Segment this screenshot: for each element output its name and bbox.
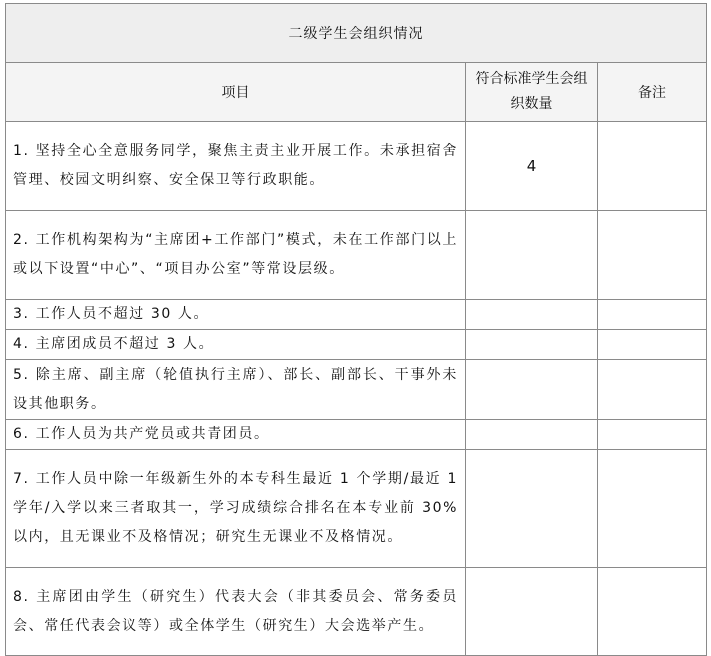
row-count xyxy=(466,420,598,450)
table-row xyxy=(6,211,707,300)
table-row xyxy=(6,568,707,656)
row-count xyxy=(466,330,598,360)
row-item: 8. 主席团由学生（研究生）代表大会（非其委员会、常务委员会、常任代表会议等）或全体学生（研究生）大会选举产生。 xyxy=(6,568,466,656)
table-row xyxy=(6,330,707,360)
row-item: 7. 工作人员中除一年级新生外的本专科生最近 1 个学期/最近 1 学年/入学以来三者取其一，学习成绩综合排名在本专业前 30%以内，且无课业不及格情况；研究生无课业不及格情况。 xyxy=(6,450,466,568)
row-count xyxy=(466,568,598,656)
row-count xyxy=(466,450,598,568)
row-remark xyxy=(598,300,707,330)
student-union-table xyxy=(5,3,707,656)
table-row xyxy=(6,360,707,420)
row-item: 2. 工作机构架构为“主席团+工作部门”模式，未在工作部门以上或以下设置“中心”、“项目办公室”等常设层级。 xyxy=(6,211,466,300)
row-item: 5. 除主席、副主席（轮值执行主席）、部长、副部长、干事外未设其他职务。 xyxy=(6,360,466,420)
row-remark xyxy=(598,568,707,656)
row-remark xyxy=(598,122,707,211)
row-count xyxy=(466,211,598,300)
row-item: 6. 工作人员为共产党员或共青团员。 xyxy=(6,420,466,450)
header-count: 符合标准学生会组织数量 xyxy=(466,63,598,122)
table-header-row xyxy=(6,63,707,122)
row-item: 3. 工作人员不超过 30 人。 xyxy=(6,300,466,330)
header-remark: 备注 xyxy=(598,63,707,122)
row-count: 4 xyxy=(466,122,598,211)
table-title: 二级学生会组织情况 xyxy=(6,4,707,63)
table-row xyxy=(6,420,707,450)
row-remark xyxy=(598,450,707,568)
row-count xyxy=(466,300,598,330)
row-remark xyxy=(598,360,707,420)
row-item: 1. 坚持全心全意服务同学，聚焦主责主业开展工作。未承担宿舍管理、校园文明纠察、安全保卫等行政职能。 xyxy=(6,122,466,211)
table-title-row xyxy=(6,4,707,63)
header-item: 项目 xyxy=(6,63,466,122)
table-row xyxy=(6,122,707,211)
row-count xyxy=(466,360,598,420)
row-remark xyxy=(598,420,707,450)
row-item: 4. 主席团成员不超过 3 人。 xyxy=(6,330,466,360)
row-remark xyxy=(598,211,707,300)
row-remark xyxy=(598,330,707,360)
table-row xyxy=(6,450,707,568)
table-row xyxy=(6,300,707,330)
